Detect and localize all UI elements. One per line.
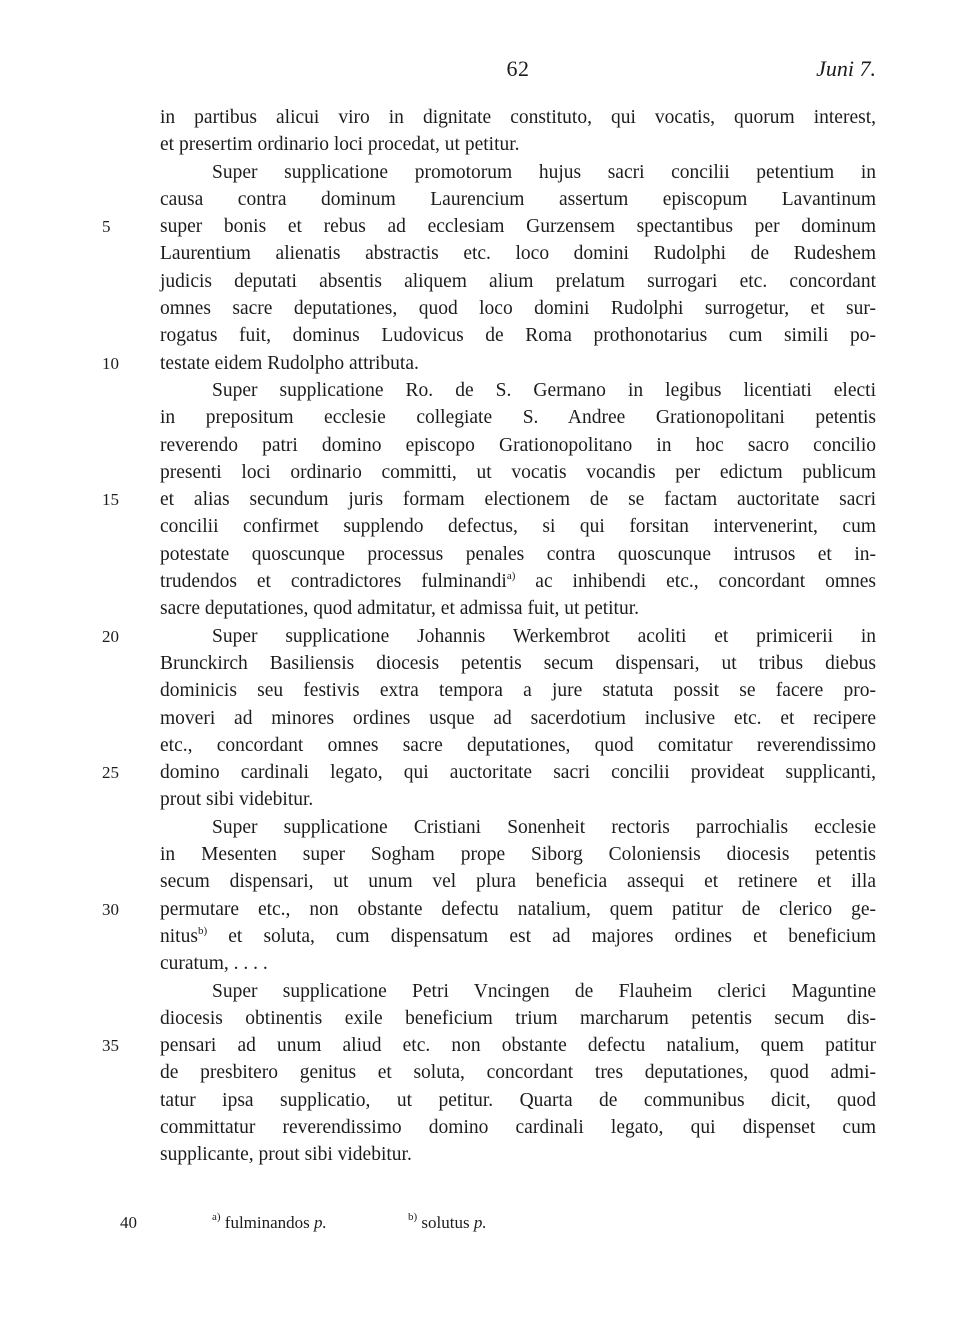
- line-text: et soluta, cum dispensatum est ad majores ordines et beneficium: [207, 925, 876, 947]
- text-line: [160, 240, 876, 267]
- text-line: [160, 595, 876, 622]
- text-line: [102, 623, 876, 650]
- text-line: [160, 268, 876, 295]
- text-line: [102, 759, 876, 786]
- line-text: et alias secundum juris formam electionem de se factam auctoritate sacri: [160, 489, 876, 511]
- margin-line-number: 10: [102, 353, 119, 373]
- text-line: [160, 868, 876, 895]
- line-text: nitus: [160, 925, 198, 947]
- line-text: in partibus alicui viro in dignitate constituto, qui vocatis, quorum interest,: [160, 107, 876, 128]
- line-text: testate eidem Rudolpho attributa.: [160, 352, 419, 374]
- text-line: [160, 978, 876, 1005]
- text-line: [160, 186, 876, 213]
- line-text: super bonis et rebus ad ecclesiam Gurzensem spectantibus per dominum: [160, 216, 876, 238]
- line-text: prout sibi videbitur.: [160, 789, 314, 811]
- text-line: [160, 131, 876, 158]
- text-line: [102, 896, 876, 923]
- margin-line-number: 5: [102, 217, 111, 237]
- margin-line-number: 35: [102, 1036, 119, 1056]
- line-text: diocesis obtinentis exile beneficium trium marcharum petentis secum dis-: [160, 1007, 876, 1029]
- text-line: [160, 732, 876, 759]
- text-line: [160, 814, 876, 841]
- footnotes: [110, 1208, 810, 1238]
- line-text: dominicis seu festivis extra tempora a jure statuta possit se facere pro-: [160, 680, 876, 702]
- text-line: [160, 541, 876, 568]
- text-line: [102, 486, 876, 513]
- margin-line-number: 40: [120, 1213, 137, 1232]
- main-text-block: [102, 104, 877, 1169]
- line-text: in Mesenten super Sogham prope Siborg Coloniensis diocesis petentis: [160, 844, 876, 866]
- line-text: de presbitero genitus et soluta, concordant tres deputationes, quod admi-: [160, 1062, 876, 1084]
- footnote-b-mark: b): [408, 1211, 418, 1223]
- line-text: committatur reverendissimo domino cardinali legato, qui dispenset cum: [160, 1116, 876, 1138]
- line-text: causa contra dominum Laurencium assertum episcopum Lavantinum: [160, 188, 876, 210]
- line-text: potestate quoscunque processus penales contra quoscunque intrusos et in-: [160, 543, 876, 565]
- text-line: [160, 1087, 876, 1114]
- line-text: rogatus fuit, dominus Ludovicus de Roma prothonotarius cum simili po-: [160, 325, 876, 347]
- page-number: 62: [506, 56, 530, 81]
- line-text: Super supplicatione Petri Vncingen de Flauheim clerici Maguntine: [212, 980, 876, 1002]
- text-line: [160, 705, 876, 732]
- line-text: Super supplicatione promotorum hujus sacri concilii petentium in: [212, 161, 876, 183]
- text-line: [160, 568, 876, 595]
- text-line: [102, 1032, 876, 1059]
- text-line: [160, 1141, 876, 1168]
- line-text: Super supplicatione Ro. de S. Germano in legibus licentiati electi: [212, 379, 876, 401]
- line-text: pensari ad unum aliud etc. non obstante defectu natalium, quem patitur: [160, 1035, 876, 1057]
- text-line: [160, 1005, 876, 1032]
- line-text: tatur ipsa supplicatio, ut petitur. Quarta de communibus dicit, quod: [160, 1089, 876, 1111]
- footnote-b: [408, 1208, 487, 1238]
- footnote-reference: b): [197, 924, 208, 937]
- line-text: omnes sacre deputationes, quod loco domini Rudolphi surrogetur, et sur-: [160, 298, 876, 320]
- line-text: supplicante, prout sibi videbitur.: [160, 1144, 412, 1166]
- footnote-a: [212, 1208, 327, 1238]
- footnote-reference: a): [506, 570, 516, 583]
- line-text: permutare etc., non obstante defectu natalium, quem patitur de clerico ge-: [160, 898, 876, 920]
- line-text: et presertim ordinario loci procedat, ut petitur.: [160, 134, 520, 156]
- text-line: [160, 459, 876, 486]
- text-line: [160, 295, 876, 322]
- line-text: concilii confirmet supplendo defectus, si qui forsitan intervenerint, cum: [160, 516, 876, 538]
- line-text: in prepositum ecclesie collegiate S. Andree Grationopolitani petentis: [160, 407, 876, 429]
- text-line: [160, 950, 876, 977]
- text-line: [160, 677, 876, 704]
- text-line: [160, 159, 876, 186]
- line-text: Super supplicatione Cristiani Sonenheit rectoris parrochialis ecclesie: [212, 816, 876, 838]
- line-text: Laurentium alienatis abstractis etc. loco domini Rudolphi de Rudeshem: [160, 243, 876, 265]
- line-text: judicis deputati absentis aliquem alium prelatum surrogari etc. concordant: [160, 270, 876, 292]
- text-line: [102, 350, 876, 377]
- footnote-a-mark: a): [212, 1211, 221, 1223]
- text-line: [160, 650, 876, 677]
- margin-line-number: 25: [102, 763, 119, 783]
- line-text: ac inhibendi etc., concordant omnes: [515, 571, 877, 593]
- line-text: curatum, . . . .: [160, 953, 268, 975]
- line-text: moveri ad minores ordines usque ad sacerdotium inclusive etc. et recipere: [160, 707, 876, 729]
- text-line: [160, 322, 876, 349]
- text-line: [160, 432, 876, 459]
- line-text: etc., concordant omnes sacre deputationes, quod comitatur reverendissimo: [160, 734, 876, 756]
- line-text: secum dispensari, ut unum vel plura beneficia assequi et retinere et illa: [160, 871, 876, 893]
- footnote-b-text: solutus: [417, 1213, 474, 1232]
- margin-line-number: 15: [102, 490, 119, 510]
- text-line: [102, 213, 876, 240]
- text-line: [160, 104, 876, 131]
- text-line: [160, 404, 876, 431]
- margin-line-number: 30: [102, 899, 119, 919]
- text-line: [160, 1114, 876, 1141]
- page-header: [160, 56, 876, 84]
- line-text: reverendo patri domino episcopo Grationopolitano in hoc sacro concilio: [160, 434, 876, 456]
- line-text: trudendos et contradictores fulminandi: [160, 571, 507, 593]
- running-head-date: Juni 7.: [816, 56, 876, 81]
- margin-line-number: 20: [102, 626, 119, 646]
- line-text: Super supplicatione Johannis Werkembrot acoliti et primicerii in: [212, 625, 876, 647]
- footnote-b-source: p.: [473, 1213, 487, 1232]
- text-line: [160, 377, 876, 404]
- text-line: [160, 1059, 876, 1086]
- footnote-a-text: fulminandos: [220, 1213, 315, 1232]
- line-text: sacre deputationes, quod admitatur, et admissa fuit, ut petitur.: [160, 598, 640, 620]
- footnote-a-source: p.: [314, 1213, 327, 1232]
- line-text: presenti loci ordinario committi, ut vocatis vocandis per edictum publicum: [160, 461, 876, 483]
- line-text: Brunckirch Basiliensis diocesis petentis secum dispensari, ut tribus diebus: [160, 652, 876, 674]
- text-line: [160, 786, 876, 813]
- line-text: domino cardinali legato, qui auctoritate sacri concilii provideat supplicanti,: [160, 762, 876, 784]
- text-line: [160, 841, 876, 868]
- text-line: [160, 513, 876, 540]
- text-line: [160, 923, 876, 950]
